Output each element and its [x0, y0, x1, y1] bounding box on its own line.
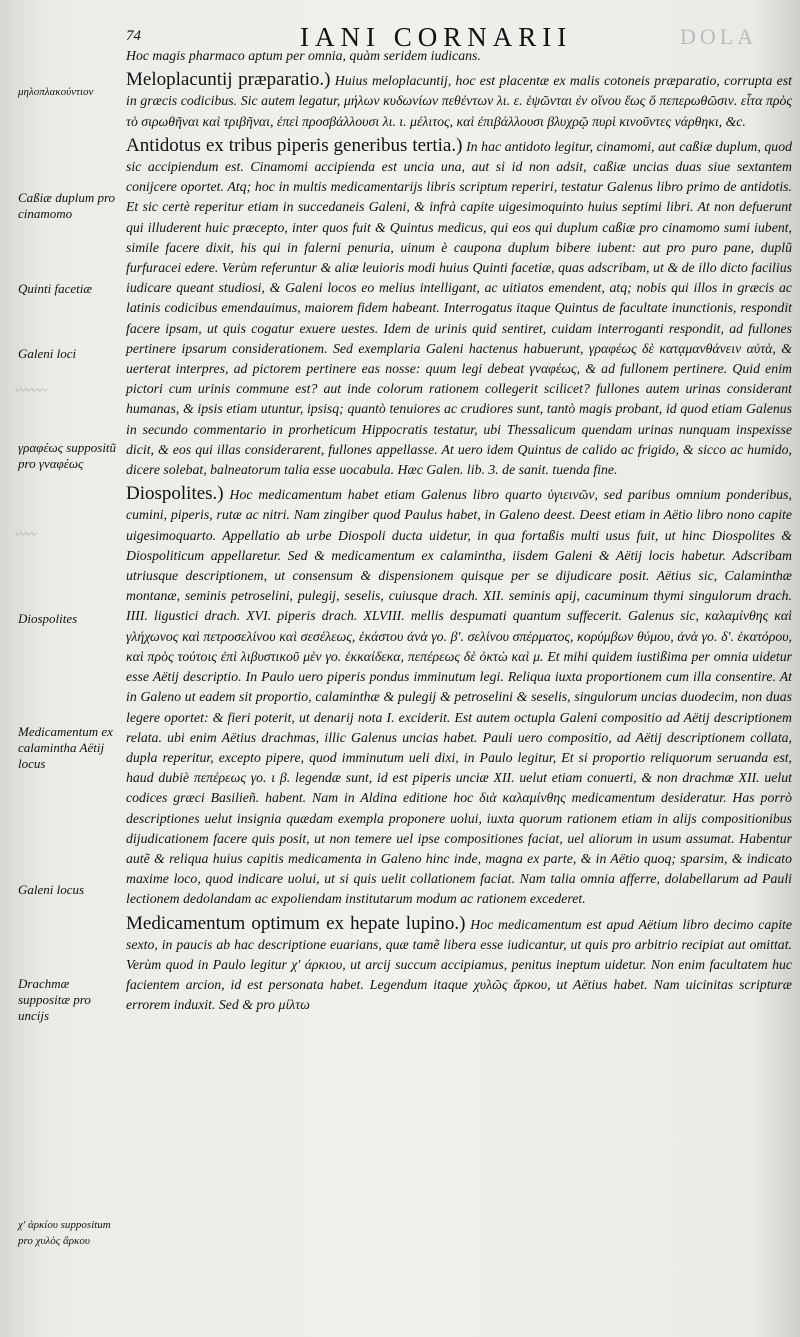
section: [126, 913, 792, 1016]
margin-note: Quinti facetiæ: [18, 281, 93, 296]
margin-note: Medicamentum ex calamintha Aëtij locus: [18, 724, 113, 771]
show-through-decoration: 〰〰〰: [14, 385, 47, 397]
margin-note: Caßiæ duplum pro cinamomo: [18, 190, 116, 221]
margin-note: γραφέως suppositũ pro γναφέως: [18, 440, 117, 471]
bleed-through-text: DOLA: [680, 24, 758, 49]
section: [126, 483, 792, 909]
running-head: IANI CORNARII: [300, 22, 573, 52]
section-text: Hoc medicamentum habet etiam Galenus libro quarto ὑγιεινῶν, sed paribus omnium ponderibus, cumini, piperis, rutæ ac nitri. Nam zingiber quod Paulus habet, in Galeno deest. Deest etiam in Aëtio libro nono capite uigesimoquarto. Appellatio ab urbe Diospoli ducta uidetur, in qua fortaßis multi usus fuit, ut hinc Diospolites & Diospoliticum appellaretur. Sed & medicamentum ex calamintha, iisdem Galeni & Aëtij locis habetur. Adscribam utriusque descriptionem, ut consensum & dispensionem quisque per se dijudicare posit. Aëtius sic, Calaminthæ montanæ, seminis petroselini, pulegij, seselis, cuiusque drach. XII. seminis apij, cacuminum thymi singulorum drach. IIII. ligustici drach. XVI. piperis drach. XLVIII. mellis despumati quantum suffecerit. Galenus sic, καλαμίνθης καὶ γλήχωνος καὶ πετροσελίνου καὶ σεσέλεως, ἑκάστου ἀνὰ γο. β'. σελίνου σπέρματος, κορύμβων θύμου, ἀνὰ γο. δ'. ἑκατόρου, καὶ πρὸς τούτοις ἐπὶ λιβυστικοῦ μὲν γο. ἑκκαίδεκα, πεπέρεως δὲ ὀκτὼ καὶ μ. Et mihi quidem iustißima per omnia uidetur esse Aëtij descriptio. In Paulo uero piperis pondus imminutum legi. Reliqua iuxta proportionem cum illa consentire. At in Galeno ut eadem sit proportio, calaminthæ & pulegij & petroselini & seselis, singulorum uncias duodecim, non duas legere oportet: & fieri poterit, ut denarij nota I. exciderit. Est autem octupla Galeni compositio ad Aëtij descriptionem relata. ubi enim Aëtius drachmas, illic Galenus uncias habet. Pauli uero compositio, ad Aëtij descriptionem collata, dupla reperitur, excepto pipere, quod imminutum ueli dixi, in Paulo legitur, Et si proportio reliquorum seruanda est, haud dubiè πεπέρεως γο. ι β. legendæ sunt, id est piperis unciæ XII. uelut etiam conuerti, & non drachmæ XII. uelut codices græci Basilieñ. habent. Nam in Aldina editione hoc διὰ καλαμίνθης medicamentum desideratur. Has porrò descriptiones uelut insignia quædam exempla proponere uolui, iuxta quorum rationem etiam in alijs compositionibus dijudicationem facere quis posit, ut non temere uel ipse compositiones faciat, uel aliorum in usum assumat. Habentur autẽ & reliqua huius capitis medicamenta in Galeno hinc inde, magna ex parte, & in Aëtio quoq; sparsim, & indicato maxime loco, quod indicare uolui, ut si quis uelit collationem faciat. Nam talia omnia afferre, dolabellarum ad Pauli lectionem dedolandam ac expoliendam institutarum modum ac rationem excederet.: [126, 487, 793, 907]
margin-note: Galeni loci: [18, 346, 77, 361]
margin-note: Drachmæ suppositæ pro uncijs: [18, 976, 91, 1023]
section-heading: Diospolites.): [126, 483, 224, 505]
section-text: In hac antidoto legitur, cinamomi, aut caßiæ duplum, quod sic accipiendum est. Cinamomi accipienda est uncia una, aut si id non adsit, caßiæ uncias duas siue sextantem conijcere oportet. Atq; hoc in multis medicamentarijs libris scriptum reperiri, testatur Galenus libro primo de antidotis. Et sic certè reperitur etiam in succedaneis Galeni, & infrà capite uigesimoquinto huius septimi libri. At non defuerunt qui illuderent huic præcepto, inter quos fuit & Quintus medicus, qui eos qui duplum caßiæ pro cinamomo sumi iubent, simile facere dixit, his qui in falerni penuria, uinum è caupona duplum bibere iubent: aut pro puro pane, duplũ furfuracei edere. Verùm referuntur & aliæ leuioris modi huius Quinti facetiæ, quas adscribam, ut & de illo dicto facilius iudicare queant studiosi, & Galeni locos eo melius intelligant, ac uitiatos emendent, atq; nobis qui illos in græcis ac latinis codicibus emendauimus, maiorem fidem habeant. Interrogatus itaque Quintus de facultate inunctionis, respondit facere ipsam, ut quis cogatur exuere uestes. Idem de urinis quid sentiret, cuidam interroganti respondit, ad fullones pertinere ipsarum considerationem. Sed exemplaria Galeni hactenus habuerunt, γραφέως δὲ κατᾳμανθάνειν αὐτὰ, & uerterat interpres, ad pictorem pertinere eas nosse: quum legi debeat γναφέως, & ad fullonem pertinere. Quid enim pictori cum urinis commune est? aut inde colorum rationem collegerit scilicet? fullones autem urinas considerant humanas, & ipsis etiam utuntur, ipsisq; quantò tenuiores ac crudiores sunt, tantò magis probant, id quod etiam Galenus in secundo commentario in prorheticum Hippocratis testatur, ubi Thessalicum quendam urinas nunquam inspexisse dicit, & eos qui illas considerarent, fullones appellasse. At uero idem Quintus de calido ac frigido, & sicco ac humido, dicere solebat, balneatorum talia esse uocabula. Hæc Galen. lib. 3. de sanit. tuenda fine.: [126, 138, 792, 478]
show-through-decoration: 〰〰: [14, 529, 36, 541]
section: [126, 135, 792, 480]
section-heading: Antidotus ex tribus piperis generibus tertia.): [126, 134, 463, 156]
section-text: Huius meloplacuntij, hoc est placentæ ex malis cotoneis præparatio, corrupta est in græcis codicibus. Sic autem legatur, μήλων κυδωνίων πεθέντων λι. ε. ἑψῶνται ἐν οἴνου ἕως ὅ πεπερωθῶσιν. εἶτα πρὸς τὸ σιρωθῆναι καὶ τριβῆναι, ἐπεὶ προσβάλλουσι λι. ι. μέλιτος, καὶ ἐπιβάλλουσι βλυχρῷ πυρὶ κινοῦντες νάρθηκι, &c.: [126, 73, 792, 129]
margin-note: Diospolites: [18, 611, 78, 626]
section-heading: Meloplacuntij præparatio.): [126, 69, 331, 91]
section-text: Hoc medicamentum est apud Aëtium libro decimo capite sexto, in paucis ab hac descriptione euarians, quæ tamẽ libera esse iudicantur, ut quis pro arbitrio recipiat aut omittat. Verùm quod in Paulo legitur χ' άρκιου, ut arcij succum accipiamus, penitus ineptum uidetur. Non enim facultatem huc facientem arcion, id est personata habet. Legendum itaque χυλῶς ἄρκου, ut Aëtius habet. Nam uicinitas scripturæ errorem induxit. Sed & pro μίλτω: [126, 916, 792, 1013]
margin-note: μηλοπλακούντιον: [18, 86, 94, 98]
page-number: 74: [126, 28, 141, 44]
body-text: [126, 46, 792, 1016]
section: [126, 69, 792, 132]
margin-note: χ' ἀρκίου suppositum pro χυλὸς ἄρκου: [18, 1219, 111, 1247]
margin-note: Galeni locus: [18, 882, 85, 897]
page-header: [0, 6, 800, 52]
opening-line: Hoc magis pharmaco aptum per omnia, quàm seridem iudicans.: [126, 48, 481, 63]
section-heading: Medicamentum optimum ex hepate lupino.): [126, 912, 466, 934]
